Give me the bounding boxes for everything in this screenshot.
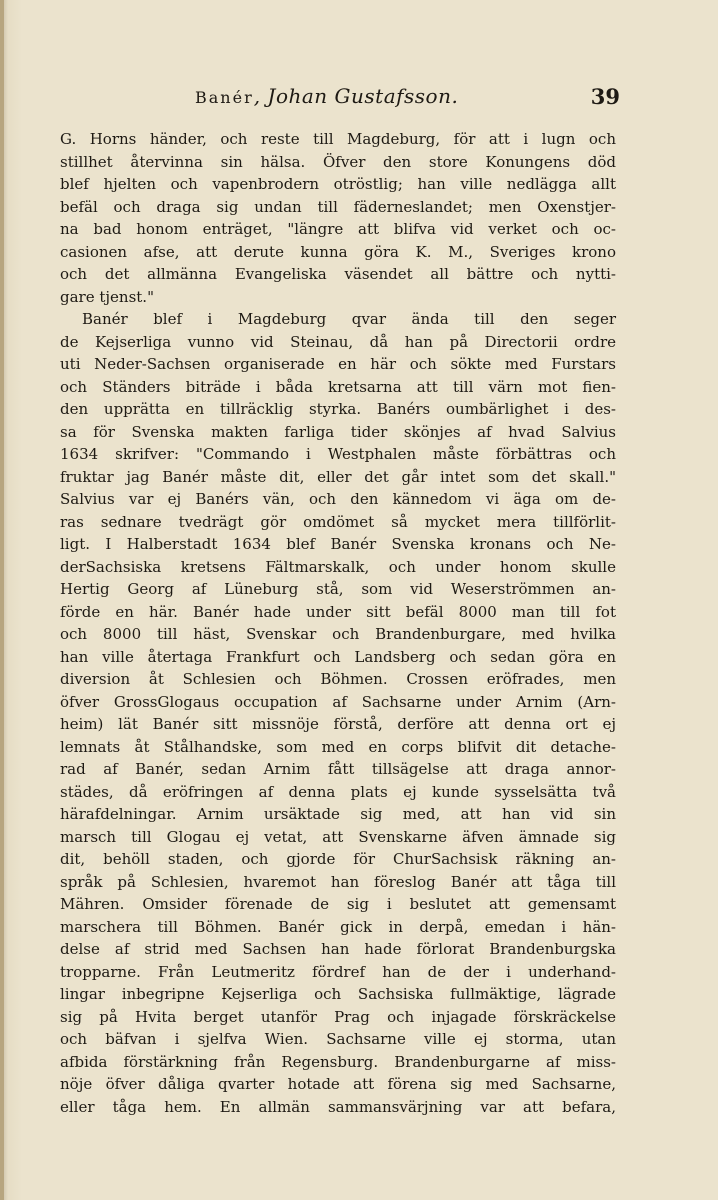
text-line: 1634 skrifver: "Commando i Westphalen måste förbättras och bbox=[60, 445, 616, 463]
text-line: delse af strid med Sachsen han hade förlorat Brandenburgska bbox=[60, 940, 616, 958]
text-line: ras sednare tvedrägt gör omdömet så mycket mera tillförlit- bbox=[60, 512, 616, 531]
text-line: uti Neder-Sachsen organiserade en här och sökte med Furstars bbox=[60, 355, 616, 373]
text-line: blef hjelten och vapenbrodern otröstlig; han ville nedlägga allt bbox=[60, 175, 616, 193]
text-line: gare tjenst." bbox=[60, 287, 154, 306]
text-line: öfver GrossGlogaus occupation af Sachsarne under Arnim (Arn- bbox=[60, 692, 616, 711]
text-line: lingar inbegripne Kejserliga och Sachsiska fullmäktige, lägrade bbox=[60, 985, 616, 1003]
text-line: tropparne. Från Leutmeritz fördref han de der i underhand- bbox=[60, 962, 616, 981]
body-text bbox=[60, 128, 616, 1118]
text-line: och bäfvan i sjelfva Wien. Sachsarne ville ej storma, utan bbox=[60, 1030, 616, 1048]
text-line: förde en här. Banér hade under sitt befäl 8000 man till fot bbox=[60, 602, 616, 621]
text-line: fruktar jag Banér måste dit, eller det går intet som det skall." bbox=[60, 467, 616, 486]
text-line: stillhet återvinna sin hälsa. Öfver den store Konungens död bbox=[60, 152, 616, 171]
text-line: Banér blef i Magdeburg qvar ända till den seger bbox=[82, 310, 616, 328]
text-line: de Kejserliga vunno vid Steinau, då han på Directorii ordre bbox=[60, 332, 616, 351]
text-line: lemnats åt Stålhandske, som med en corps blifvit dit detache- bbox=[60, 737, 616, 756]
text-line: marsch till Glogau ej vetat, att Svenskarne äfven ämnade sig bbox=[60, 827, 616, 846]
running-head-author: Banér bbox=[195, 88, 254, 107]
text-line: han ville återtaga Frankfurt och Landsberg och sedan göra en bbox=[60, 647, 616, 666]
text-line: ligt. I Halberstadt 1634 blef Banér Svenska kronans och Ne- bbox=[60, 535, 616, 553]
text-line: sig på Hvita berget utanför Prag och injagade förskräckelse bbox=[60, 1007, 616, 1026]
text-line: na bad honom enträget, "längre att blifva vid verket och oc- bbox=[60, 220, 616, 238]
text-line: Mähren. Omsider förenade de sig i beslutet att gemensamt bbox=[60, 895, 616, 913]
text-line: Hertig Georg af Lüneburg stå, som vid Weserströmmen an- bbox=[60, 580, 616, 598]
text-line: den upprätta en tillräcklig styrka. Banérs oumbärlighet i des- bbox=[60, 400, 616, 418]
text-line: och det allmänna Evangeliska väsendet all bättre och nytti- bbox=[60, 265, 616, 283]
text-line: derSachsiska kretsens Fältmarskalk, och under honom skulle bbox=[60, 557, 616, 576]
text-line: diversion åt Schlesien och Böhmen. Crossen eröfrades, men bbox=[60, 670, 616, 688]
text-line: sa för Svenska makten farliga tider skönjes af hvad Salvius bbox=[60, 422, 616, 441]
text-line: och 8000 till häst, Svenskar och Brandenburgare, med hvilka bbox=[60, 625, 616, 643]
text-line: Salvius var ej Banérs vän, och den kännedom vi äga om de- bbox=[60, 490, 616, 508]
text-line: eller tåga hem. En allmän sammansvärjning var att befara, bbox=[60, 1097, 616, 1116]
text-line: dit, behöll staden, och gjorde för ChurSachsisk räkning an- bbox=[60, 850, 616, 868]
text-line: marschera till Böhmen. Banér gick in derpå, emedan i hän- bbox=[60, 917, 616, 936]
text-line: språk på Schlesien, hvaremot han föreslog Banér att tåga till bbox=[60, 872, 616, 891]
text-line: städes, då eröfringen af denna plats ej kunde sysselsätta två bbox=[60, 782, 616, 801]
text-line: casionen afse, att derute kunna göra K. M., Sveriges krono bbox=[60, 242, 616, 261]
page-header bbox=[60, 84, 620, 114]
page-binding-edge bbox=[0, 0, 4, 1200]
text-line: G. Horns händer, och reste till Magdeburg, för att i lugn och bbox=[60, 130, 616, 148]
text-line: härafdelningar. Arnim ursäktade sig med, att han vid sin bbox=[60, 805, 616, 823]
running-head-title: , Johan Gustafsson. bbox=[253, 84, 459, 108]
text-line: och Ständers biträde i båda kretsarna att till värn mot fien- bbox=[60, 377, 616, 396]
text-line: nöje öfver dåliga qvarter hotade att förena sig med Sachsarne, bbox=[60, 1075, 616, 1093]
text-line: befäl och draga sig undan till fäderneslandet; men Oxenstjer- bbox=[60, 197, 616, 216]
text-line: rad af Banér, sedan Arnim fått tillsägelse att draga annor- bbox=[60, 760, 616, 778]
text-line: heim) lät Banér sitt missnöje förstå, derföre att denna ort ej bbox=[60, 715, 616, 733]
text-line: afbida förstärkning från Regensburg. Brandenburgarne af miss- bbox=[60, 1052, 616, 1071]
page-number: 39 bbox=[590, 84, 620, 109]
running-head bbox=[195, 84, 458, 108]
